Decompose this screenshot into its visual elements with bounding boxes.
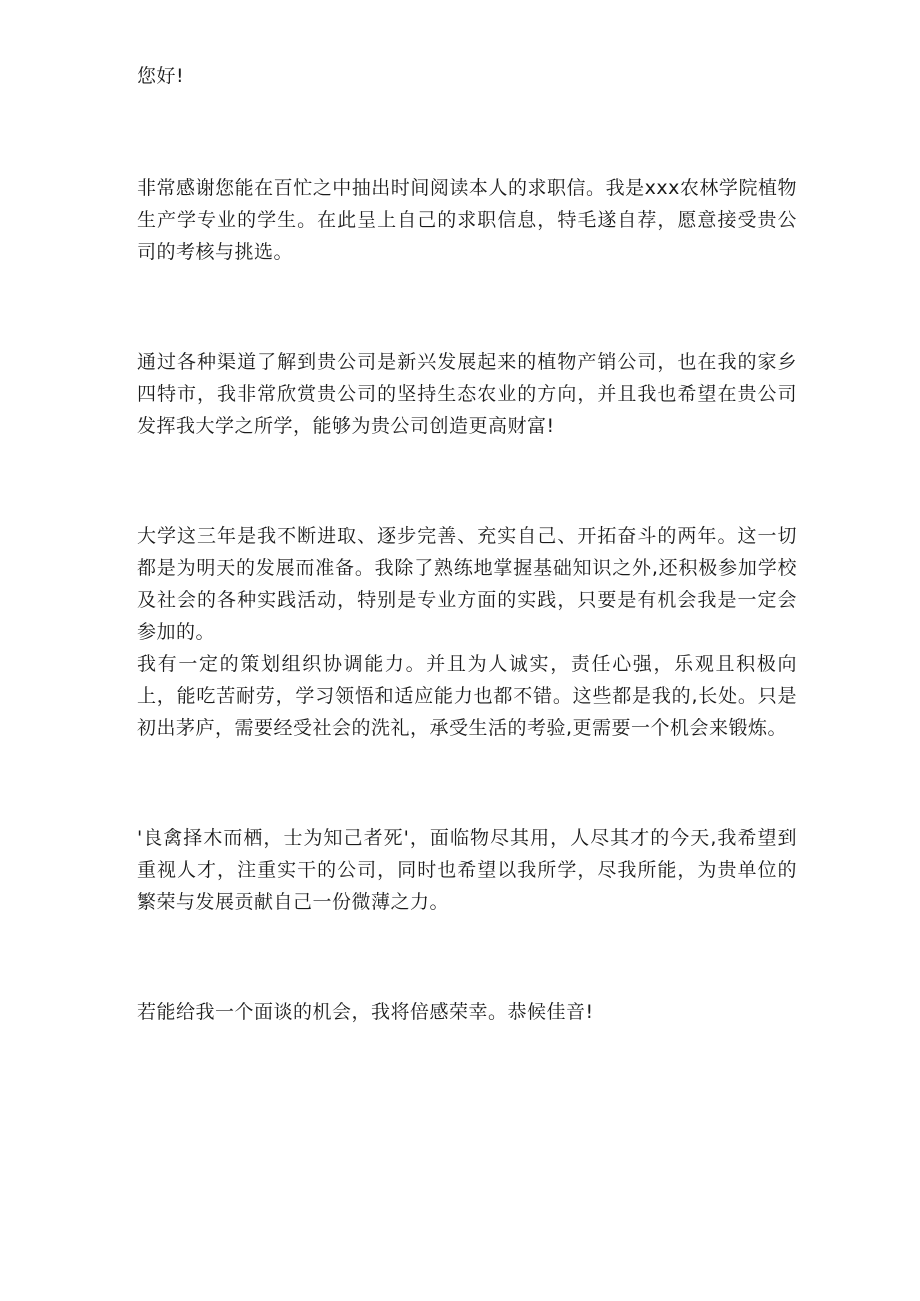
greeting: 您好!: [137, 65, 185, 87]
paragraph-abilities: 我有一定的策划组织协调能力。并且为人诚实，责任心强，乐观且积极向上，能吃苦耐劳，学习领悟和适应能力也都不错。这些都是我的,长处。只是初出茅庐，需要经受社会的洗礼，承受生活的考验,更需要一个机会来锻炼。: [137, 653, 797, 739]
paragraph-intro: 非常感谢您能在百忙之中抽出时间阅读本人的求职信。我是xxx农林学院植物生产学专业的学生。在此呈上自己的求职信息，特毛遂自荐，愿意接受贵公司的考核与挑选。: [137, 177, 797, 263]
paragraph-aspiration: '良禽择木而栖，士为知己者死'，面临物尽其用，人尽其才的今天,我希望到重视人才，注重实干的公司，同时也希望以我所学，尽我所能，为贵单位的繁荣与发展贡献自己一份微薄之力。: [137, 827, 797, 913]
cover-letter-body: [137, 60, 797, 1028]
paragraph-closing: 若能给我一个面谈的机会，我将倍感荣幸。恭候佳音!: [137, 1001, 594, 1023]
paragraph-university: 大学这三年是我不断进取、逐步完善、充实自己、开拓奋斗的两年。这一切都是为明天的发展而准备。我除了熟练地掌握基础知识之外,还积极参加学校及社会的各种实践活动，特别是专业方面的实践，只要是有机会我是一定会参加的。: [137, 525, 797, 643]
paragraph-company: 通过各种渠道了解到贵公司是新兴发展起来的植物产销公司，也在我的家乡四特市，我非常欣赏贵公司的坚持生态农业的方向，并且我也希望在贵公司发挥我大学之所学，能够为贵公司创造更高财富!: [137, 351, 797, 437]
